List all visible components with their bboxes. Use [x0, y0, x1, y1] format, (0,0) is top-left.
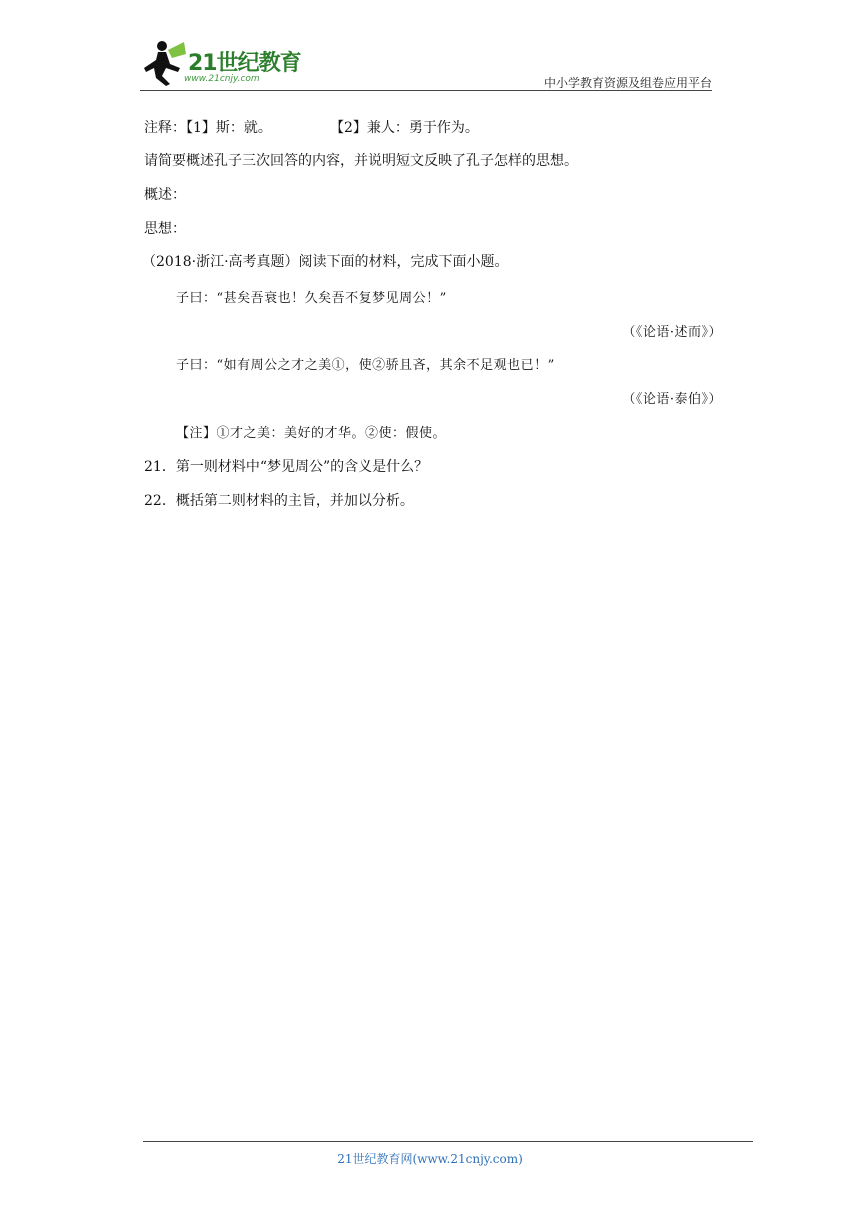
note-2: 【2】兼人：勇于作为。 [330, 120, 479, 136]
quote-2: 子曰：“如有周公之才之美①，使②骄且吝，其余不足观也已！” [176, 358, 555, 373]
question-21: 21．第一则材料中“梦见周公”的含义是什么？ [144, 459, 429, 475]
footer-link[interactable]: 21世纪教育网(www.21cnjy.com) [337, 1152, 523, 1166]
annotation: 【注】①才之美：美好的才华。②使：假使。 [176, 426, 447, 441]
logo-text: 21世纪教育 [188, 51, 301, 76]
thought-label: 思想： [144, 221, 186, 237]
site-logo [140, 36, 310, 92]
runner-logo-icon [140, 38, 188, 88]
footer-divider [143, 1141, 753, 1142]
passage-intro: （2018·浙江·高考真题）阅读下面的材料，完成下面小题。 [142, 254, 509, 270]
source-2: （《论语·泰伯》） [622, 392, 722, 407]
summary-label: 概述： [144, 187, 186, 203]
question-text: 请简要概述孔子三次回答的内容，并说明短文反映了孔子怎样的思想。 [144, 153, 578, 169]
quote-1: 子曰：“甚矣吾衰也！久矣吾不复梦见周公！” [176, 291, 447, 306]
page-header [140, 36, 712, 92]
header-divider [140, 90, 712, 91]
platform-title: 中小学教育资源及组卷应用平台 [543, 76, 712, 90]
source-1: （《论语·述而》） [622, 325, 722, 340]
logo-url: www.21cnjy.com [184, 74, 260, 84]
question-22: 22．概括第二则材料的主旨，并加以分析。 [144, 493, 414, 509]
note-1: 注释：【1】斯：就。 [144, 120, 272, 136]
